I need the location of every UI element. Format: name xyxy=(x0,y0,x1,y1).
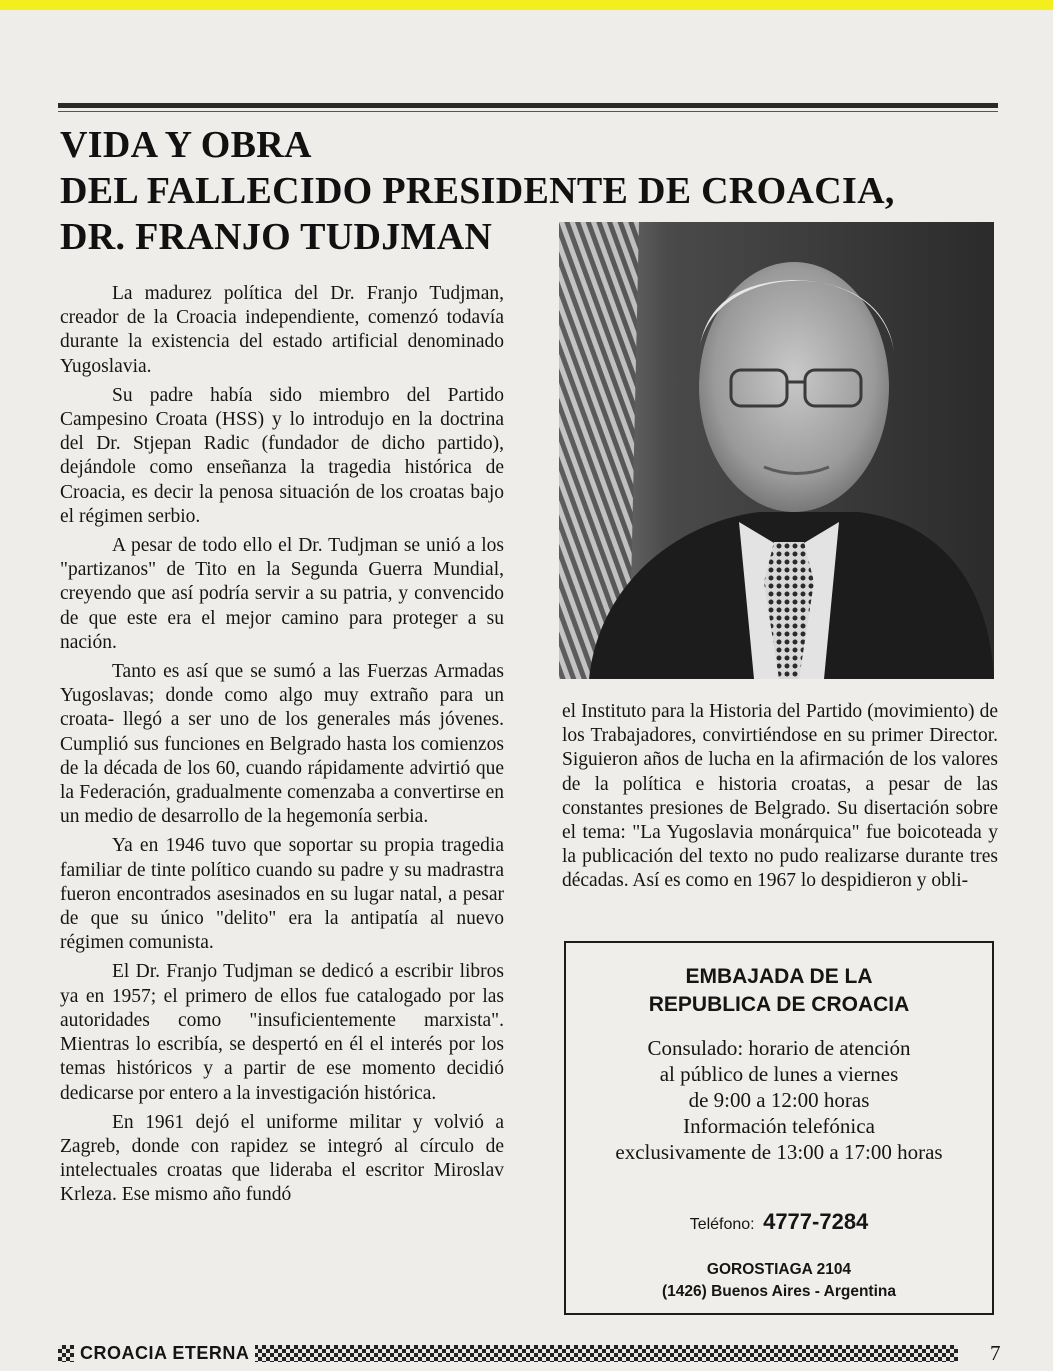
embassy-info-line-2: al público de lunes a viernes xyxy=(659,1062,899,1086)
paragraph-3: A pesar de todo ello el Dr. Tudjman se unió a los "partizanos" de Tito en la Segunda Guerra Mundial, creyendo que así podría servir a su patria, y convencido de que este era el mejor camino para proteger a su nación. xyxy=(60,535,504,653)
paragraph-5: Ya en 1946 tuvo que soportar su propia tragedia familiar de tinte político cuando su padre y su madrastra fueron encontrados asesinados en su lugar natal, a pesar de que su único "delito" era la antipatía al nuevo régimen comunista. xyxy=(60,835,504,954)
embassy-info-line-1: Consulado: horario de atención xyxy=(647,1036,911,1060)
embassy-title-line-2: REPUBLICA DE CROACIA xyxy=(648,993,910,1016)
top-rule-thin xyxy=(58,111,998,112)
paragraph-1: La madurez política del Dr. Franjo Tudjman, creador de la Croacia independiente, comenzó todavía durante la existencia del estado artificial denominado Yugoslavia. xyxy=(60,283,504,377)
article-right-column xyxy=(562,700,998,894)
portrait-illustration xyxy=(559,222,994,679)
headline-line-3: DR. FRANJO TUDJMAN xyxy=(60,216,493,258)
paragraph-7: En 1961 dejó el uniforme militar y volvió a Zagreb, donde con rapidez se integró al círculo de intelectuales croatas que lideraba el escritor Miroslav Krleza. Ese mismo año fundó xyxy=(60,1111,504,1206)
top-rule xyxy=(58,103,998,108)
embassy-title xyxy=(566,963,992,1019)
embassy-ad-box xyxy=(564,941,994,1315)
page-number: 7 xyxy=(990,1341,1001,1365)
scan-edge-strip xyxy=(0,0,1053,10)
address-line-1: GOROSTIAGA 2104 xyxy=(706,1261,852,1278)
phone-number: 4777-7284 xyxy=(763,1209,869,1234)
phone-label: Teléfono: xyxy=(689,1216,755,1233)
article-left-column xyxy=(60,282,504,1213)
embassy-title-line-1: EMBAJADA DE LA xyxy=(685,965,873,988)
headline-line-2: DEL FALLECIDO PRESIDENTE DE CROACIA, xyxy=(60,170,895,212)
paragraph-6: El Dr. Franjo Tudjman se dedicó a escribir libros ya en 1957; el primero de ellos fue catalogado por las autoridades como "insuficientemente marxista". Mientras lo escribía, se despertó en él el interés por los temas históricos y a partir de ese momento decidió dedicarse por entero a la investigación histórica. xyxy=(60,961,504,1104)
headline-line-1: VIDA Y OBRA xyxy=(60,124,312,166)
embassy-phone xyxy=(566,1209,992,1235)
address-line-2: (1426) Buenos Aires - Argentina xyxy=(662,1283,896,1300)
embassy-hours xyxy=(566,1035,992,1165)
portrait-photo xyxy=(559,222,994,679)
footer-publication-title: CROACIA ETERNA xyxy=(74,1342,255,1364)
embassy-address xyxy=(566,1259,992,1303)
paragraph-2: Su padre había sido miembro del Partido Campesino Croata (HSS) y lo introdujo en la doctrina del Dr. Stjepan Radic (fundador de dicho partido), dejándole como enseñanza la tragedia histórica de Croacia, es decir la penosa situación de los croatas bajo el régimen serbio. xyxy=(60,384,504,527)
embassy-info-line-5: exclusivamente de 13:00 a 17:00 horas xyxy=(615,1140,943,1164)
embassy-info-line-4: Información telefónica xyxy=(683,1114,875,1138)
paragraph-continued: el Instituto para la Historia del Partido (movimiento) de los Trabajadores, convirtiéndose en su primer Director. Siguieron años de lucha en la afirmación de los valores de la política e historia croatas, a pesar de las constantes presiones de Belgrado. Su disertación sobre el tema: "La Yugoslavia monárquica" fue boicoteada y la publicación del texto no pudo realizarse durante tres décadas. Así es como en 1967 lo despidieron y obli- xyxy=(562,701,998,892)
embassy-info-line-3: de 9:00 a 12:00 horas xyxy=(688,1088,870,1112)
paragraph-4: Tanto es así que se sumó a las Fuerzas Armadas Yugoslavas; donde como algo muy extraño para un croata- llegó a ser uno de los generales más jóvenes. Cumplió sus funciones en Belgrado hasta los comienzos de la década de los 60, cuando rápidamente advirtió que la Federación, gradualmente comenzaba a convertirse en un medio de desarrollo de la hegemonía serbia. xyxy=(60,661,504,828)
